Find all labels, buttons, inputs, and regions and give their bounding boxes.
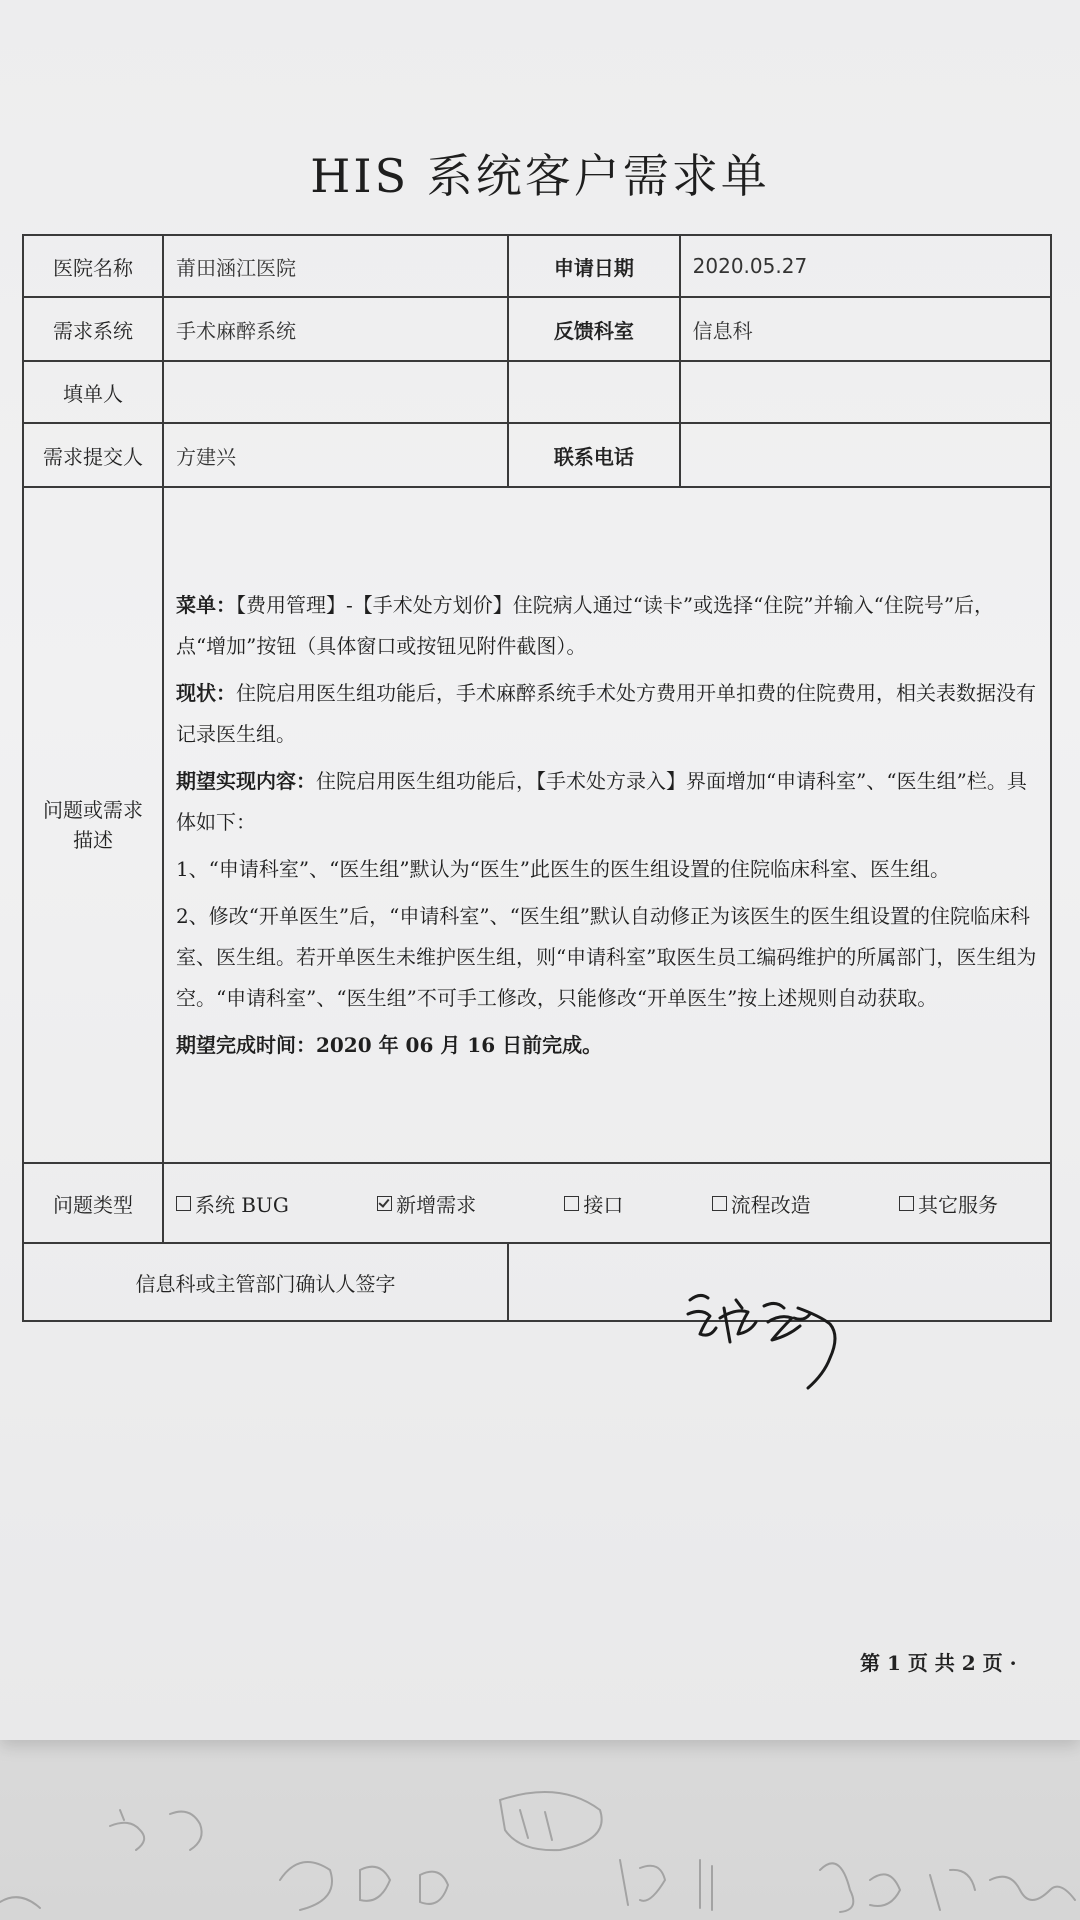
item-2: 2、修改“开单医生”后，“申请科室”、“医生组”默认自动修正为该医生的医生组设置的住院临床科室、医生组。若开单医生未维护医生组，则“申请科室”取医生员工编码维护的所属部门，医生组为空。“申请科室”、“医生组”不可手工修改，只能修改“开单医生”按上述规则自动获取。 — [175, 903, 1037, 1010]
description-label-text: 问题或需求描述 — [42, 798, 143, 852]
apply-date-value: 2020.05.27 — [680, 235, 1051, 297]
problem-type-option-label: 接口 — [583, 1192, 624, 1217]
status-paragraph — [176, 673, 1042, 755]
handwritten-signature — [680, 1278, 880, 1398]
deadline: 期望完成时间：2020 年 06 月 16 日前完成。 — [175, 1032, 603, 1057]
feedback-dept-value: 信息科 — [680, 297, 1051, 361]
checked-box-icon[interactable] — [377, 1196, 392, 1211]
submitter-label: 需求提交人 — [23, 423, 163, 487]
expect-paragraph — [176, 761, 1042, 843]
description-label — [23, 487, 163, 1163]
hospital-name-value: 莆田涵江医院 — [163, 235, 508, 297]
menu-text: 【费用管理】-【手术处方划价】住院病人通过“读卡”或选择“住院”并输入“住院号”后，点“增加”按钮（具体窗口或按钮见附件截图）。 — [175, 592, 995, 658]
problem-type-option[interactable] — [377, 1189, 476, 1218]
problem-type-list — [176, 1189, 1038, 1218]
document-title: HIS 系统客户需求单 — [310, 149, 770, 203]
filler-label: 填单人 — [23, 361, 163, 423]
checkbox-icon[interactable] — [176, 1196, 191, 1211]
description-content — [163, 487, 1051, 1163]
checkbox-icon[interactable] — [899, 1196, 914, 1211]
expect-text: 住院启用医生组功能后，【手术处方录入】界面增加“申请科室”、“医生组”栏。具体如下： — [175, 768, 1027, 834]
checkbox-icon[interactable] — [564, 1196, 579, 1211]
blank-label-cell — [508, 361, 680, 423]
apply-date-label: 申请日期 — [508, 235, 680, 297]
background-scribbles — [0, 1740, 1080, 1920]
status-prefix: 现状： — [175, 680, 236, 705]
filler-value — [163, 361, 508, 423]
problem-type-option-label: 新增需求 — [396, 1192, 477, 1217]
status-text: 住院启用医生组功能后，手术麻醉系统手术处方费用开单扣费的住院费用，相关表数据没有记录医生组。 — [175, 680, 1036, 746]
request-form-table — [22, 234, 1052, 1322]
problem-type-option-label: 系统 BUG — [194, 1192, 289, 1217]
menu-prefix: 菜单： — [175, 592, 236, 617]
item-1: 1、“申请科室”、“医生组”默认为“医生”此医生的医生组设置的住院临床科室、医生组。 — [175, 856, 951, 881]
problem-type-option[interactable] — [899, 1189, 998, 1218]
problem-type-option[interactable] — [176, 1189, 289, 1218]
blank-value-cell — [680, 361, 1051, 423]
request-system-value: 手术麻醉系统 — [163, 297, 508, 361]
problem-type-option[interactable] — [712, 1189, 811, 1218]
phone-label: 联系电话 — [508, 423, 680, 487]
problem-type-option-label: 其它服务 — [917, 1192, 998, 1217]
page-number: 第 1 页 共 2 页 · — [860, 1651, 1017, 1675]
confirm-signature-label: 信息科或主管部门确认人签字 — [23, 1243, 508, 1321]
problem-type-option-label: 流程改造 — [730, 1192, 811, 1217]
request-system-label: 需求系统 — [23, 297, 163, 361]
problem-type-label: 问题类型 — [23, 1163, 163, 1243]
feedback-dept-label: 反馈科室 — [508, 297, 680, 361]
phone-value — [680, 423, 1051, 487]
menu-paragraph — [176, 585, 1042, 667]
problem-type-option[interactable] — [564, 1189, 623, 1218]
expect-prefix: 期望实现内容： — [175, 768, 316, 793]
submitter-value: 方建兴 — [163, 423, 508, 487]
hospital-name-label: 医院名称 — [23, 235, 163, 297]
problem-type-options — [163, 1163, 1051, 1243]
checkbox-icon[interactable] — [712, 1196, 727, 1211]
